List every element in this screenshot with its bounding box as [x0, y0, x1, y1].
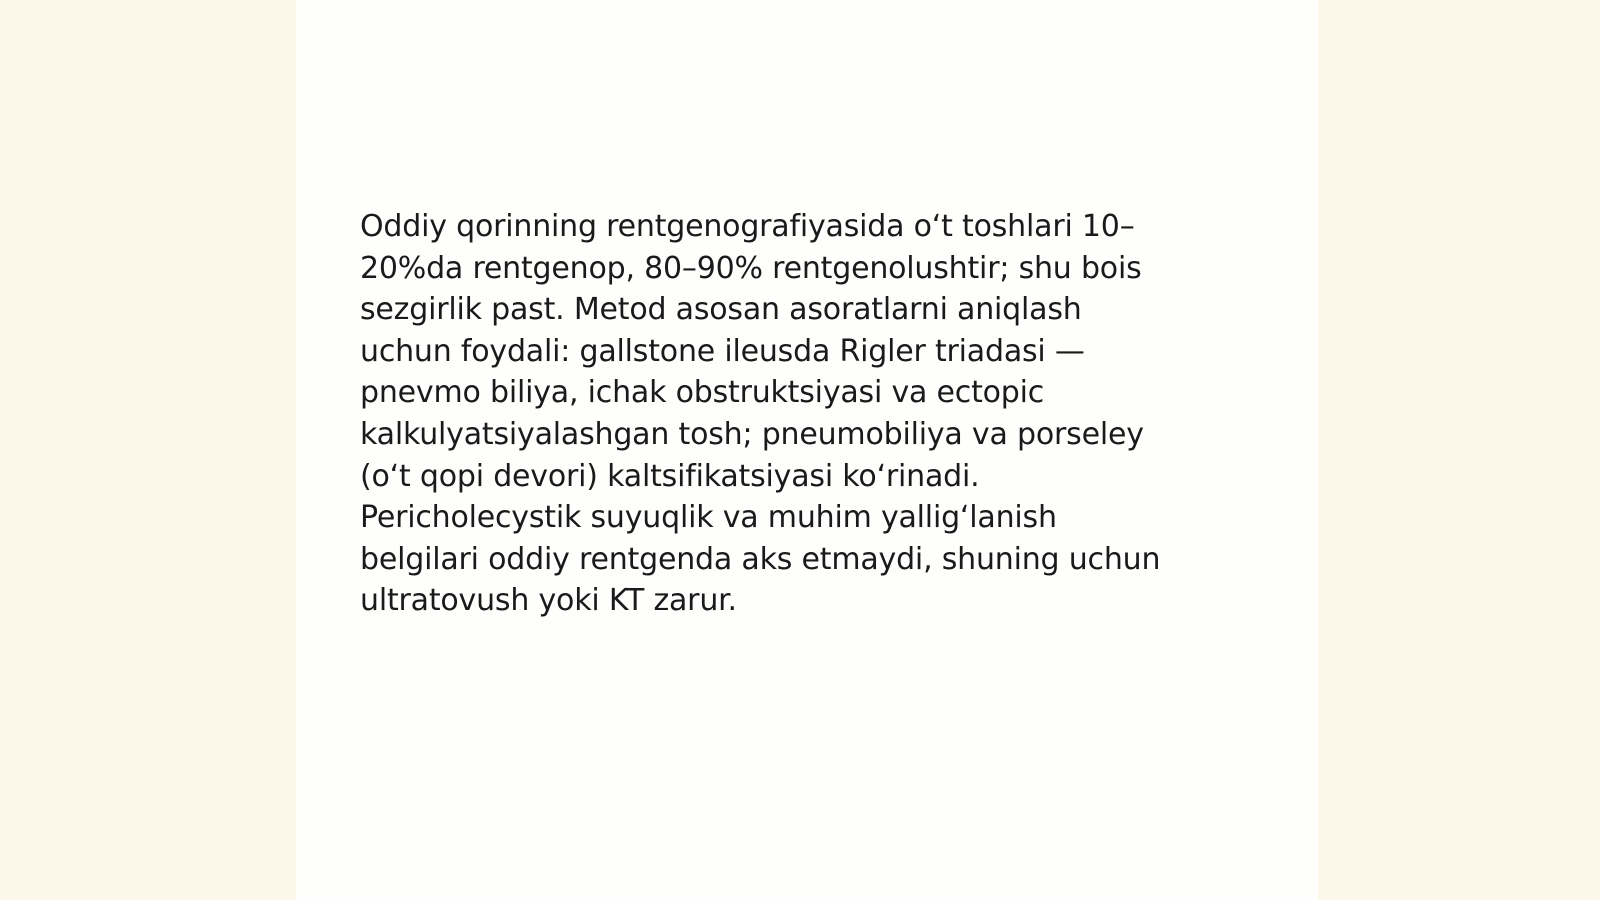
text-line: uchun foydali: gallstone ileusda Rigler triadasi — — [360, 333, 1085, 369]
document-page — [296, 0, 1318, 900]
text-line: pnevmo biliya, ichak obstruktsiyasi va ectopic — [360, 375, 1045, 411]
text-line: Oddiy qorinning rentgenografiyasida o‘t toshlari 10– — [360, 209, 1135, 244]
text-line: 20%da rentgenop, 80–90% rentgenolushtir; shu bois — [360, 250, 1142, 286]
body-paragraph — [360, 206, 1250, 622]
text-line: sezgirlik past. Metod asosan asoratlarni aniqlash — [360, 292, 1082, 328]
text-line: Pericholecystik suyuqlik va muhim yallig‘lanish — [360, 500, 1057, 536]
text-line: ultratovush yoki KT zarur. — [360, 583, 737, 619]
text-line: kalkulyatsiyalashgan tosh; pneumobiliya va porseley — [360, 416, 1144, 452]
text-line: belgilari oddiy rentgenda aks etmaydi, shuning uchun — [360, 541, 1161, 577]
text-line: (o‘t qopi devori) kaltsifikatsiyasi ko‘rinadi. — [360, 458, 980, 494]
